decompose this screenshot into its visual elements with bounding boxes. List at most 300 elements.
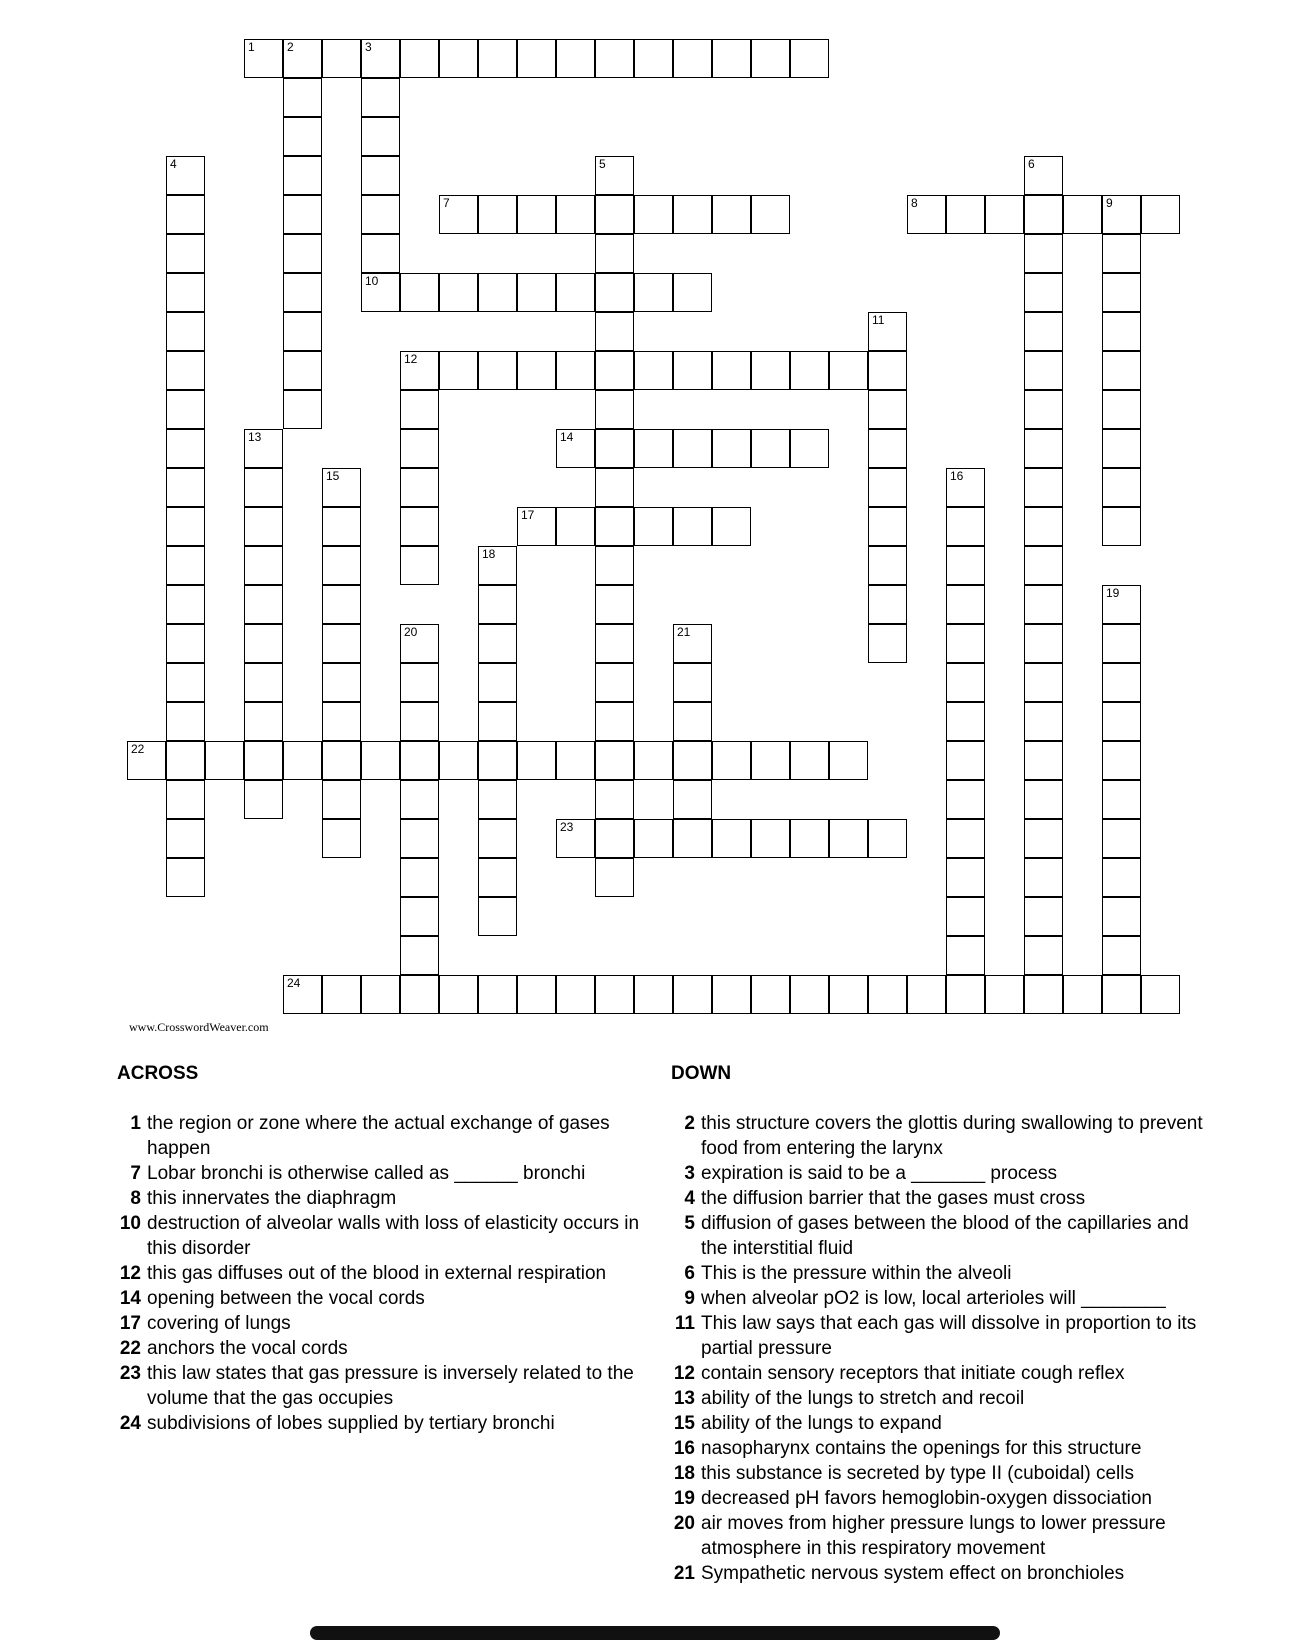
grid-cell[interactable] bbox=[595, 702, 634, 741]
grid-cell[interactable] bbox=[244, 624, 283, 663]
grid-cell[interactable] bbox=[1024, 780, 1063, 819]
grid-cell[interactable] bbox=[751, 975, 790, 1014]
clue-text: this substance is secreted by type II (cuboidal) cells bbox=[701, 1463, 1134, 1484]
grid-cell[interactable] bbox=[1102, 429, 1141, 468]
grid-cell[interactable] bbox=[478, 741, 517, 780]
clue-text: subdivisions of lobes supplied by tertiary bronchi bbox=[147, 1413, 555, 1434]
grid-cell[interactable] bbox=[244, 546, 283, 585]
clue-text: diffusion of gases between the blood of the capillaries and the interstitial fluid bbox=[701, 1213, 1189, 1259]
grid-cell[interactable] bbox=[673, 429, 712, 468]
clue-text: opening between the vocal cords bbox=[147, 1288, 425, 1309]
grid-cell[interactable] bbox=[361, 741, 400, 780]
cell-number: 18 bbox=[482, 547, 496, 561]
grid-cell[interactable] bbox=[439, 741, 478, 780]
grid-cell[interactable] bbox=[283, 312, 322, 351]
grid-cell[interactable] bbox=[283, 741, 322, 780]
grid-cell[interactable] bbox=[556, 507, 595, 546]
grid-cell[interactable] bbox=[1024, 663, 1063, 702]
clue-item bbox=[671, 1511, 1211, 1561]
grid-cell[interactable] bbox=[634, 819, 673, 858]
grid-cell[interactable] bbox=[946, 585, 985, 624]
grid-cell[interactable] bbox=[166, 312, 205, 351]
grid-cell[interactable] bbox=[1024, 819, 1063, 858]
clue-number: 2 bbox=[684, 1113, 695, 1134]
grid-cell[interactable] bbox=[907, 975, 946, 1014]
clue-number: 24 bbox=[119, 1413, 141, 1434]
grid-cell[interactable] bbox=[1141, 195, 1180, 234]
grid-cell[interactable] bbox=[283, 351, 322, 390]
grid-cell[interactable] bbox=[712, 39, 751, 78]
grid-cell[interactable] bbox=[322, 780, 361, 819]
grid-cell[interactable] bbox=[790, 741, 829, 780]
grid-cell[interactable] bbox=[166, 468, 205, 507]
grid-cell[interactable] bbox=[478, 39, 517, 78]
grid-cell[interactable] bbox=[1102, 195, 1141, 234]
grid-cell[interactable] bbox=[868, 975, 907, 1014]
grid-cell[interactable] bbox=[517, 39, 556, 78]
grid-cell[interactable] bbox=[166, 819, 205, 858]
clue-item bbox=[117, 1311, 647, 1336]
grid-cell[interactable] bbox=[712, 507, 751, 546]
grid-cell[interactable] bbox=[1102, 585, 1141, 624]
grid-cell[interactable] bbox=[829, 819, 868, 858]
grid-cell[interactable] bbox=[946, 780, 985, 819]
grid-cell[interactable] bbox=[166, 858, 205, 897]
grid-cell[interactable] bbox=[244, 585, 283, 624]
grid-cell[interactable] bbox=[673, 975, 712, 1014]
grid-cell[interactable] bbox=[283, 975, 322, 1014]
grid-cell[interactable] bbox=[283, 390, 322, 429]
grid-cell[interactable] bbox=[1024, 702, 1063, 741]
grid-cell[interactable] bbox=[1024, 195, 1063, 234]
grid-cell[interactable] bbox=[1102, 507, 1141, 546]
grid-cell[interactable] bbox=[322, 507, 361, 546]
grid-cell[interactable] bbox=[946, 663, 985, 702]
grid-cell[interactable] bbox=[556, 819, 595, 858]
grid-cell[interactable] bbox=[634, 351, 673, 390]
grid-cell[interactable] bbox=[439, 351, 478, 390]
grid-cell[interactable] bbox=[166, 663, 205, 702]
grid-cell[interactable] bbox=[946, 702, 985, 741]
grid-cell[interactable] bbox=[400, 273, 439, 312]
grid-cell[interactable] bbox=[751, 39, 790, 78]
grid-cell[interactable] bbox=[985, 975, 1024, 1014]
grid-cell[interactable] bbox=[283, 78, 322, 117]
grid-cell[interactable] bbox=[283, 273, 322, 312]
grid-cell[interactable] bbox=[244, 507, 283, 546]
grid-cell[interactable] bbox=[868, 546, 907, 585]
grid-cell[interactable] bbox=[205, 741, 244, 780]
grid-cell[interactable] bbox=[244, 429, 283, 468]
grid-cell[interactable] bbox=[1024, 585, 1063, 624]
grid-cell[interactable] bbox=[595, 156, 634, 195]
grid-cell[interactable] bbox=[868, 819, 907, 858]
grid-cell[interactable] bbox=[1024, 351, 1063, 390]
grid-cell[interactable] bbox=[166, 390, 205, 429]
clue-text: the diffusion barrier that the gases must cross bbox=[701, 1188, 1086, 1209]
grid-cell[interactable] bbox=[1102, 624, 1141, 663]
grid-cell[interactable] bbox=[166, 624, 205, 663]
grid-cell[interactable] bbox=[595, 858, 634, 897]
grid-cell[interactable] bbox=[1102, 273, 1141, 312]
grid-cell[interactable] bbox=[361, 195, 400, 234]
grid-cell[interactable] bbox=[634, 195, 673, 234]
grid-cell[interactable] bbox=[166, 507, 205, 546]
grid-cell[interactable] bbox=[322, 39, 361, 78]
clue-text: anchors the vocal cords bbox=[147, 1338, 348, 1359]
grid-cell[interactable] bbox=[361, 234, 400, 273]
grid-cell[interactable] bbox=[478, 351, 517, 390]
grid-cell[interactable] bbox=[634, 507, 673, 546]
clue-number: 22 bbox=[119, 1338, 141, 1359]
grid-cell[interactable] bbox=[1024, 468, 1063, 507]
grid-cell[interactable] bbox=[907, 195, 946, 234]
grid-cell[interactable] bbox=[634, 741, 673, 780]
grid-cell[interactable] bbox=[361, 273, 400, 312]
grid-cell[interactable] bbox=[595, 468, 634, 507]
grid-cell[interactable] bbox=[1024, 741, 1063, 780]
grid-cell[interactable] bbox=[868, 468, 907, 507]
grid-cell[interactable] bbox=[1102, 234, 1141, 273]
grid-cell[interactable] bbox=[1102, 741, 1141, 780]
clue-number: 11 bbox=[674, 1313, 695, 1334]
grid-cell[interactable] bbox=[946, 936, 985, 975]
grid-cell[interactable] bbox=[595, 351, 634, 390]
grid-cell[interactable] bbox=[1024, 156, 1063, 195]
clue-item bbox=[671, 1436, 1211, 1461]
grid-cell[interactable] bbox=[595, 195, 634, 234]
grid-cell[interactable] bbox=[478, 780, 517, 819]
clue-item bbox=[117, 1111, 647, 1161]
grid-cell[interactable] bbox=[946, 975, 985, 1014]
grid-cell[interactable] bbox=[322, 585, 361, 624]
grid-cell[interactable] bbox=[790, 429, 829, 468]
grid-cell[interactable] bbox=[1102, 312, 1141, 351]
grid-cell[interactable] bbox=[1024, 429, 1063, 468]
grid-cell[interactable] bbox=[595, 663, 634, 702]
grid-cell[interactable] bbox=[712, 819, 751, 858]
grid-cell[interactable] bbox=[829, 975, 868, 1014]
grid-cell[interactable] bbox=[322, 468, 361, 507]
grid-cell[interactable] bbox=[595, 819, 634, 858]
grid-cell[interactable] bbox=[1024, 936, 1063, 975]
grid-cell[interactable] bbox=[1024, 507, 1063, 546]
grid-cell[interactable] bbox=[244, 780, 283, 819]
clue-item bbox=[671, 1561, 1211, 1586]
grid-cell[interactable] bbox=[595, 585, 634, 624]
clue-text: when alveolar pO2 is low, local arterioles will ________ bbox=[701, 1288, 1166, 1309]
clue-number: 15 bbox=[673, 1413, 695, 1434]
grid-cell[interactable] bbox=[439, 975, 478, 1014]
grid-cell[interactable] bbox=[166, 234, 205, 273]
grid-cell[interactable] bbox=[478, 624, 517, 663]
clue-number: 12 bbox=[673, 1363, 695, 1384]
grid-cell[interactable] bbox=[1102, 390, 1141, 429]
grid-cell[interactable] bbox=[673, 273, 712, 312]
grid-cell[interactable] bbox=[166, 780, 205, 819]
grid-cell[interactable] bbox=[946, 546, 985, 585]
grid-cell[interactable] bbox=[556, 429, 595, 468]
grid-cell[interactable] bbox=[1102, 351, 1141, 390]
grid-cell[interactable] bbox=[400, 507, 439, 546]
grid-cell[interactable] bbox=[751, 819, 790, 858]
grid-cell[interactable] bbox=[595, 39, 634, 78]
grid-cell[interactable] bbox=[517, 741, 556, 780]
grid-cell[interactable] bbox=[478, 858, 517, 897]
grid-cell[interactable] bbox=[478, 975, 517, 1014]
grid-cell[interactable] bbox=[517, 195, 556, 234]
grid-cell[interactable] bbox=[400, 351, 439, 390]
grid-cell[interactable] bbox=[556, 195, 595, 234]
grid-cell[interactable] bbox=[400, 897, 439, 936]
grid-cell[interactable] bbox=[1102, 975, 1141, 1014]
grid-cell[interactable] bbox=[946, 858, 985, 897]
clue-number: 12 bbox=[119, 1263, 141, 1284]
grid-cell[interactable] bbox=[712, 975, 751, 1014]
grid-cell[interactable] bbox=[517, 975, 556, 1014]
cell-number: 4 bbox=[170, 157, 177, 171]
grid-cell[interactable] bbox=[283, 234, 322, 273]
grid-cell[interactable] bbox=[1024, 546, 1063, 585]
grid-cell[interactable] bbox=[322, 663, 361, 702]
grid-cell[interactable] bbox=[751, 741, 790, 780]
grid-cell[interactable] bbox=[946, 897, 985, 936]
grid-cell[interactable] bbox=[400, 741, 439, 780]
grid-cell[interactable] bbox=[439, 273, 478, 312]
grid-cell[interactable] bbox=[244, 741, 283, 780]
grid-cell[interactable] bbox=[166, 741, 205, 780]
grid-cell[interactable] bbox=[556, 351, 595, 390]
grid-cell[interactable] bbox=[634, 429, 673, 468]
grid-cell[interactable] bbox=[517, 351, 556, 390]
grid-cell[interactable] bbox=[400, 858, 439, 897]
grid-cell[interactable] bbox=[946, 468, 985, 507]
grid-cell[interactable] bbox=[1102, 702, 1141, 741]
grid-cell[interactable] bbox=[400, 468, 439, 507]
grid-cell[interactable] bbox=[673, 702, 712, 741]
grid-cell[interactable] bbox=[1024, 975, 1063, 1014]
grid-cell[interactable] bbox=[244, 468, 283, 507]
grid-cell[interactable] bbox=[595, 273, 634, 312]
grid-cell[interactable] bbox=[400, 546, 439, 585]
grid-cell[interactable] bbox=[595, 429, 634, 468]
grid-cell[interactable] bbox=[556, 39, 595, 78]
grid-cell[interactable] bbox=[712, 351, 751, 390]
clue-item bbox=[117, 1361, 647, 1411]
grid-cell[interactable] bbox=[1102, 819, 1141, 858]
grid-cell[interactable] bbox=[322, 819, 361, 858]
grid-cell[interactable] bbox=[166, 546, 205, 585]
grid-cell[interactable] bbox=[712, 429, 751, 468]
grid-cell[interactable] bbox=[400, 390, 439, 429]
grid-cell[interactable] bbox=[283, 195, 322, 234]
grid-cell[interactable] bbox=[244, 663, 283, 702]
grid-cell[interactable] bbox=[478, 585, 517, 624]
grid-cell[interactable] bbox=[673, 39, 712, 78]
grid-cell[interactable] bbox=[673, 507, 712, 546]
grid-cell[interactable] bbox=[322, 624, 361, 663]
grid-cell[interactable] bbox=[400, 39, 439, 78]
grid-cell[interactable] bbox=[1024, 234, 1063, 273]
grid-cell[interactable] bbox=[868, 429, 907, 468]
grid-cell[interactable] bbox=[595, 234, 634, 273]
grid-cell[interactable] bbox=[595, 780, 634, 819]
grid-cell[interactable] bbox=[400, 975, 439, 1014]
grid-cell[interactable] bbox=[946, 195, 985, 234]
grid-cell[interactable] bbox=[166, 156, 205, 195]
clue-text: nasopharynx contains the openings for this structure bbox=[701, 1438, 1142, 1459]
grid-cell[interactable] bbox=[946, 819, 985, 858]
grid-cell[interactable] bbox=[361, 78, 400, 117]
grid-cell[interactable] bbox=[244, 702, 283, 741]
grid-cell[interactable] bbox=[829, 741, 868, 780]
grid-cell[interactable] bbox=[829, 351, 868, 390]
grid-cell[interactable] bbox=[868, 624, 907, 663]
grid-cell[interactable] bbox=[634, 273, 673, 312]
grid-cell[interactable] bbox=[1141, 975, 1180, 1014]
grid-cell[interactable] bbox=[868, 390, 907, 429]
grid-cell[interactable] bbox=[673, 741, 712, 780]
grid-cell[interactable] bbox=[1063, 975, 1102, 1014]
grid-cell[interactable] bbox=[1102, 897, 1141, 936]
grid-cell[interactable] bbox=[595, 390, 634, 429]
grid-cell[interactable] bbox=[595, 546, 634, 585]
grid-cell[interactable] bbox=[1063, 195, 1102, 234]
grid-cell[interactable] bbox=[127, 741, 166, 780]
grid-cell[interactable] bbox=[166, 351, 205, 390]
grid-cell[interactable] bbox=[946, 741, 985, 780]
grid-cell[interactable] bbox=[283, 39, 322, 78]
grid-cell[interactable] bbox=[400, 663, 439, 702]
grid-cell[interactable] bbox=[400, 429, 439, 468]
grid-cell[interactable] bbox=[1024, 273, 1063, 312]
clue-text: This law says that each gas will dissolve in proportion to its partial pressure bbox=[701, 1313, 1197, 1359]
grid-cell[interactable] bbox=[595, 975, 634, 1014]
grid-cell[interactable] bbox=[790, 39, 829, 78]
grid-cell[interactable] bbox=[166, 273, 205, 312]
grid-cell[interactable] bbox=[400, 624, 439, 663]
grid-cell[interactable] bbox=[595, 507, 634, 546]
grid-cell[interactable] bbox=[1024, 390, 1063, 429]
grid-cell[interactable] bbox=[322, 546, 361, 585]
grid-cell[interactable] bbox=[478, 663, 517, 702]
grid-cell[interactable] bbox=[751, 195, 790, 234]
clue-number: 5 bbox=[684, 1213, 695, 1234]
grid-cell[interactable] bbox=[478, 273, 517, 312]
clue-text: decreased pH favors hemoglobin-oxygen dissociation bbox=[701, 1488, 1152, 1509]
down-heading: DOWN bbox=[671, 1063, 732, 1084]
grid-cell[interactable] bbox=[361, 117, 400, 156]
grid-cell[interactable] bbox=[946, 624, 985, 663]
grid-cell[interactable] bbox=[634, 39, 673, 78]
grid-cell[interactable] bbox=[283, 117, 322, 156]
grid-cell[interactable] bbox=[673, 195, 712, 234]
grid-cell[interactable] bbox=[166, 585, 205, 624]
grid-cell[interactable] bbox=[751, 429, 790, 468]
grid-cell[interactable] bbox=[478, 195, 517, 234]
grid-cell[interactable] bbox=[1024, 312, 1063, 351]
clue-number: 14 bbox=[119, 1288, 141, 1309]
grid-cell[interactable] bbox=[673, 819, 712, 858]
grid-cell[interactable] bbox=[322, 741, 361, 780]
clue-number: 19 bbox=[673, 1488, 695, 1509]
grid-cell[interactable] bbox=[751, 351, 790, 390]
grid-cell[interactable] bbox=[790, 975, 829, 1014]
grid-cell[interactable] bbox=[634, 975, 673, 1014]
grid-cell[interactable] bbox=[478, 897, 517, 936]
grid-cell[interactable] bbox=[166, 429, 205, 468]
grid-cell[interactable] bbox=[868, 351, 907, 390]
grid-cell[interactable] bbox=[400, 702, 439, 741]
clue-number: 6 bbox=[684, 1263, 695, 1284]
grid-cell[interactable] bbox=[556, 975, 595, 1014]
grid-cell[interactable] bbox=[673, 780, 712, 819]
grid-cell[interactable] bbox=[1102, 858, 1141, 897]
grid-cell[interactable] bbox=[361, 975, 400, 1014]
grid-cell[interactable] bbox=[1024, 858, 1063, 897]
grid-cell[interactable] bbox=[595, 312, 634, 351]
grid-cell[interactable] bbox=[868, 312, 907, 351]
grid-cell[interactable] bbox=[712, 195, 751, 234]
grid-cell[interactable] bbox=[478, 702, 517, 741]
grid-cell[interactable] bbox=[868, 585, 907, 624]
grid-cell[interactable] bbox=[517, 507, 556, 546]
grid-cell[interactable] bbox=[556, 273, 595, 312]
grid-cell[interactable] bbox=[1102, 468, 1141, 507]
grid-cell[interactable] bbox=[1102, 780, 1141, 819]
grid-cell[interactable] bbox=[595, 741, 634, 780]
grid-cell[interactable] bbox=[439, 195, 478, 234]
credit-text: www.CrosswordWeaver.com bbox=[129, 1020, 269, 1034]
grid-cell[interactable] bbox=[478, 819, 517, 858]
grid-cell[interactable] bbox=[712, 741, 751, 780]
grid-cell[interactable] bbox=[322, 975, 361, 1014]
grid-cell[interactable] bbox=[673, 624, 712, 663]
clue-text: destruction of alveolar walls with loss of elasticity occurs in this disorder bbox=[147, 1213, 640, 1259]
grid-cell[interactable] bbox=[673, 663, 712, 702]
grid-cell[interactable] bbox=[322, 702, 361, 741]
clue-text: this innervates the diaphragm bbox=[147, 1188, 397, 1209]
grid-cell[interactable] bbox=[517, 273, 556, 312]
grid-cell[interactable] bbox=[985, 195, 1024, 234]
grid-cell[interactable] bbox=[478, 546, 517, 585]
grid-cell[interactable] bbox=[361, 39, 400, 78]
grid-cell[interactable] bbox=[1024, 897, 1063, 936]
grid-cell[interactable] bbox=[868, 507, 907, 546]
grid-cell[interactable] bbox=[283, 156, 322, 195]
grid-cell[interactable] bbox=[946, 507, 985, 546]
grid-cell[interactable] bbox=[595, 624, 634, 663]
clue-text: covering of lungs bbox=[147, 1313, 291, 1334]
grid-cell[interactable] bbox=[790, 819, 829, 858]
grid-cell[interactable] bbox=[166, 702, 205, 741]
grid-cell[interactable] bbox=[400, 936, 439, 975]
grid-cell[interactable] bbox=[400, 780, 439, 819]
grid-cell[interactable] bbox=[1024, 624, 1063, 663]
grid-cell[interactable] bbox=[790, 351, 829, 390]
grid-cell[interactable] bbox=[439, 39, 478, 78]
cell-number: 13 bbox=[248, 430, 262, 444]
grid-cell[interactable] bbox=[556, 741, 595, 780]
grid-cell[interactable] bbox=[1102, 663, 1141, 702]
grid-cell[interactable] bbox=[166, 195, 205, 234]
grid-cell[interactable] bbox=[400, 819, 439, 858]
grid-cell[interactable] bbox=[1102, 936, 1141, 975]
grid-cell[interactable] bbox=[361, 156, 400, 195]
clue-text: expiration is said to be a _______ process bbox=[701, 1163, 1057, 1184]
grid-cell[interactable] bbox=[244, 39, 283, 78]
grid-cell[interactable] bbox=[673, 351, 712, 390]
